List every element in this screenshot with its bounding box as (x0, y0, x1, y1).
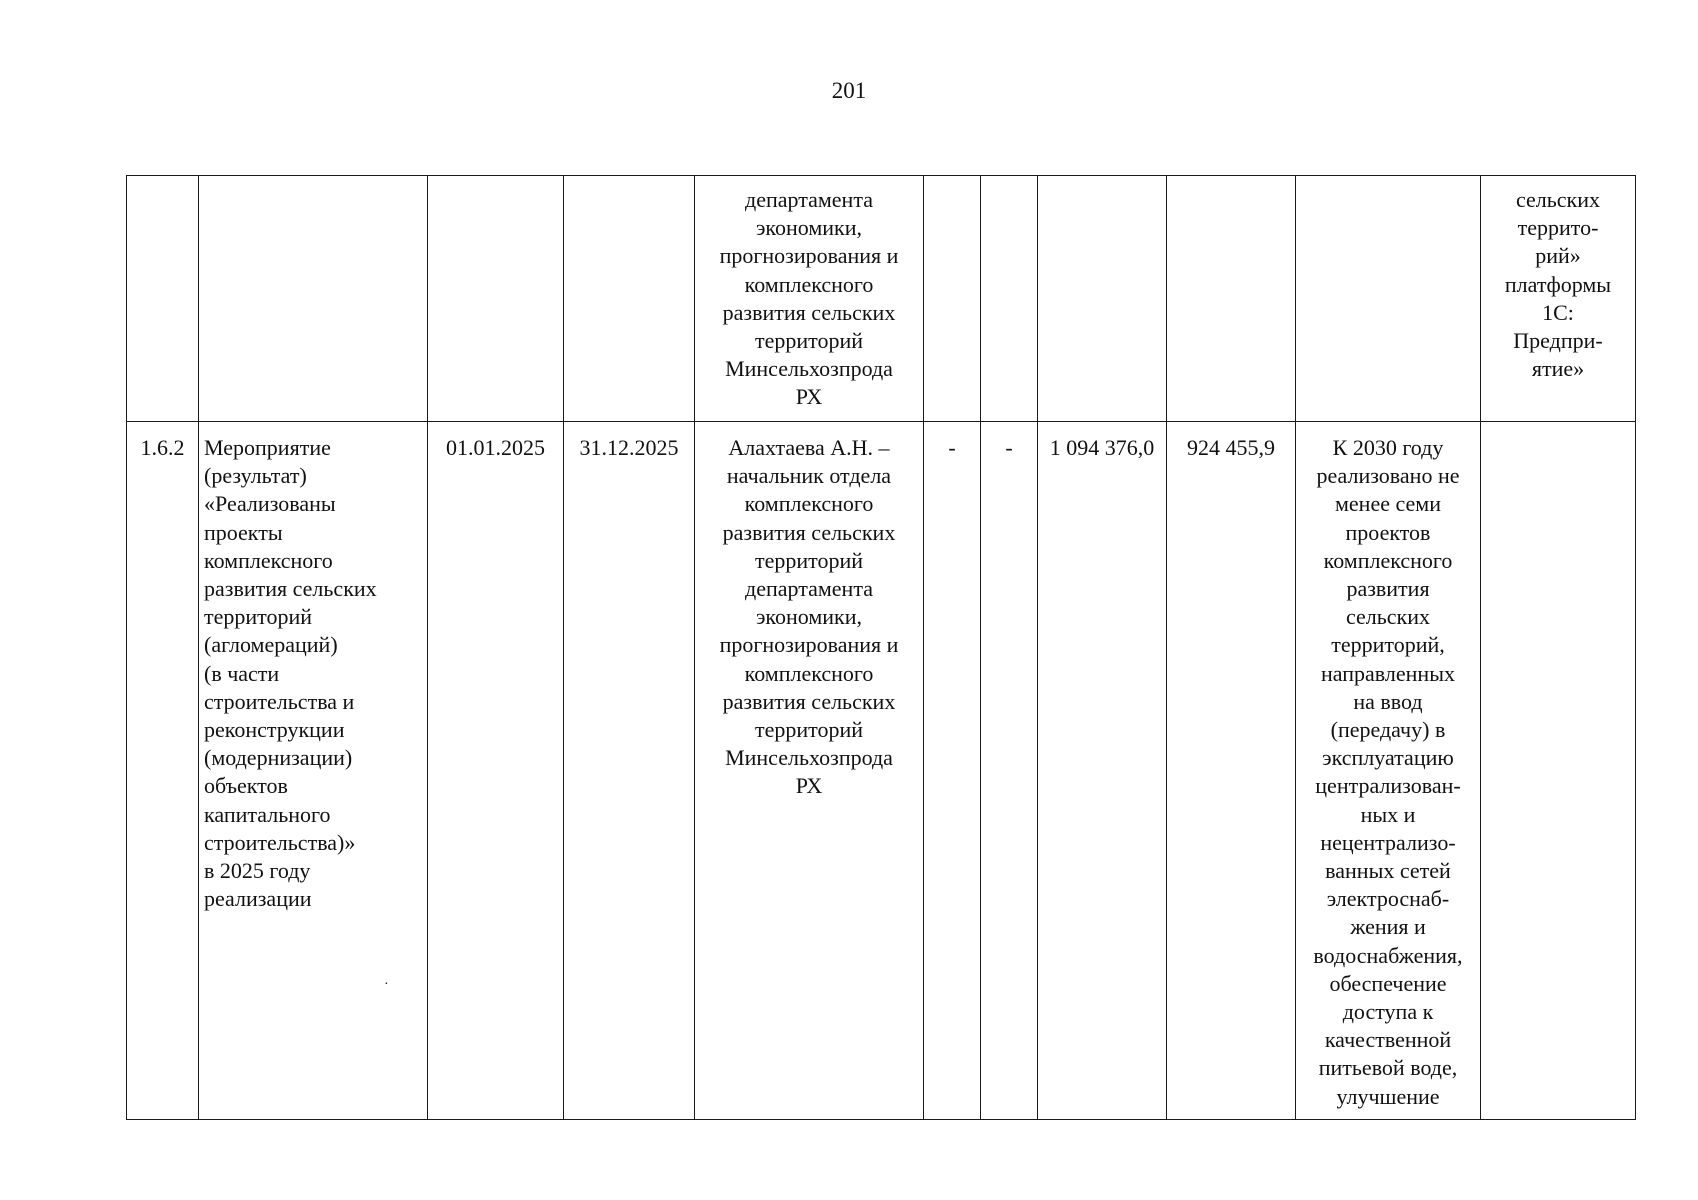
cell-result (1296, 422, 1481, 1120)
text-line: электроснаб- (1326, 886, 1450, 912)
text-line: развития сельских (722, 688, 896, 714)
cell-number (127, 176, 199, 422)
text-line: развития сельских (204, 576, 377, 602)
text-line: улучшение (1336, 1083, 1440, 1109)
text-line: строительства)» (204, 829, 356, 855)
cell-name (199, 422, 428, 1120)
text-line: строительства и (204, 688, 355, 714)
table-row (127, 176, 1636, 422)
text-line: РХ (795, 384, 823, 410)
text-line: развития (1346, 576, 1430, 602)
text-line: РХ (795, 773, 823, 799)
text-line: жения и (1350, 914, 1426, 940)
text-line: на ввод (1353, 688, 1423, 714)
text-line: К 2030 году (1332, 435, 1444, 460)
text-line: (в части (204, 660, 280, 686)
text-line: (результат) (204, 463, 307, 489)
cell-end-date: 31.12.2025 (564, 422, 695, 1120)
text-line: проекты (204, 519, 283, 545)
text-line: объектов (204, 773, 288, 799)
text-line: департамента (745, 187, 873, 212)
text-line: рий» (1535, 243, 1581, 269)
text-line: доступа к (1342, 999, 1434, 1025)
text-line: менее семи (1335, 491, 1441, 517)
cell-start-date: 01.01.2025 (428, 422, 564, 1120)
text-line: экономики, (755, 215, 863, 241)
program-activities-table (126, 175, 1636, 1120)
text-line: качественной (1324, 1027, 1452, 1053)
cell-information-system (1481, 422, 1636, 1120)
text-line: территорий (204, 604, 313, 630)
text-line: реализации (204, 886, 312, 912)
cell-col-6 (924, 176, 981, 422)
text-line: реализовано не (1316, 463, 1460, 489)
cell-col-7: - (981, 422, 1038, 1120)
text-line: (передачу) в (1330, 717, 1446, 743)
text-line: Мероприятие (204, 435, 331, 460)
text-line: водоснабжения, (1313, 942, 1463, 968)
text-line: комплексного (744, 271, 874, 297)
text-line: капитального (204, 801, 331, 827)
text-line: ятие» (1531, 356, 1585, 382)
text-line: питьевой воде, (1318, 1055, 1458, 1081)
page-number: 201 (831, 78, 867, 103)
text-line: территорий (754, 328, 864, 354)
cell-start-date (428, 176, 564, 422)
text-line: в 2025 году (204, 858, 311, 884)
text-line: Алахтаева А.Н. – (728, 435, 890, 460)
text-line: комплексного (744, 660, 874, 686)
cell-end-date (564, 176, 695, 422)
text-line: сельских (1345, 604, 1431, 630)
text-line: сельских (1515, 187, 1601, 212)
cell-number: 1.6.2 (127, 422, 199, 1120)
text-line: прогнозирования и (719, 632, 899, 658)
text-line: развития сельских (722, 299, 896, 325)
text-line: территорий (754, 547, 864, 573)
text-line: департамента (745, 576, 873, 602)
text-line: (модернизации) (204, 745, 353, 771)
cell-amount-2: 924 455,9 (1167, 422, 1296, 1120)
table-row (127, 422, 1636, 1120)
text-line: территорий, (1331, 632, 1445, 658)
cell-result (1296, 176, 1481, 422)
cell-amount-2 (1167, 176, 1296, 422)
text-line: экономики, (755, 604, 863, 630)
text-line: террито- (1517, 215, 1599, 241)
text-line: направленных (1321, 660, 1455, 686)
text-line: централизован- (1315, 773, 1461, 799)
text-line: развития сельских (722, 519, 896, 545)
cell-information-system (1481, 176, 1636, 422)
text-line: ванных сетей (1325, 858, 1451, 884)
text-line: территорий (754, 717, 864, 743)
text-line: «Реализованы (204, 491, 336, 517)
text-line: обеспечение (1329, 970, 1447, 996)
text-line: 1С: (1542, 299, 1574, 325)
scan-mark: · (384, 977, 389, 992)
text-line: комплексного (204, 547, 333, 573)
text-line: прогнозирования и (719, 243, 899, 269)
text-line: начальник отдела (726, 463, 892, 489)
cell-responsible (695, 422, 924, 1120)
cell-amount-1 (1038, 176, 1167, 422)
text-line: комплексного (744, 491, 874, 517)
text-line: Минсельхозпрода (725, 745, 893, 771)
text-line: проектов (1345, 519, 1431, 545)
cell-responsible (695, 176, 924, 422)
text-line: эксплуатацию (1322, 745, 1454, 771)
text-line: (агломераций) (204, 632, 338, 658)
text-line: Предпри- (1513, 328, 1603, 354)
cell-col-7 (981, 176, 1038, 422)
text-line: ных и (1360, 801, 1416, 827)
text-line: Минсельхозпрода (725, 356, 893, 382)
cell-amount-1: 1 094 376,0 (1038, 422, 1167, 1120)
text-line: платформы (1504, 271, 1612, 297)
cell-col-6: - (924, 422, 981, 1120)
text-line: нецентрализо- (1320, 829, 1456, 855)
text-line: реконструкции (204, 717, 345, 743)
cell-name (199, 176, 428, 422)
text-line: комплексного (1323, 547, 1453, 573)
